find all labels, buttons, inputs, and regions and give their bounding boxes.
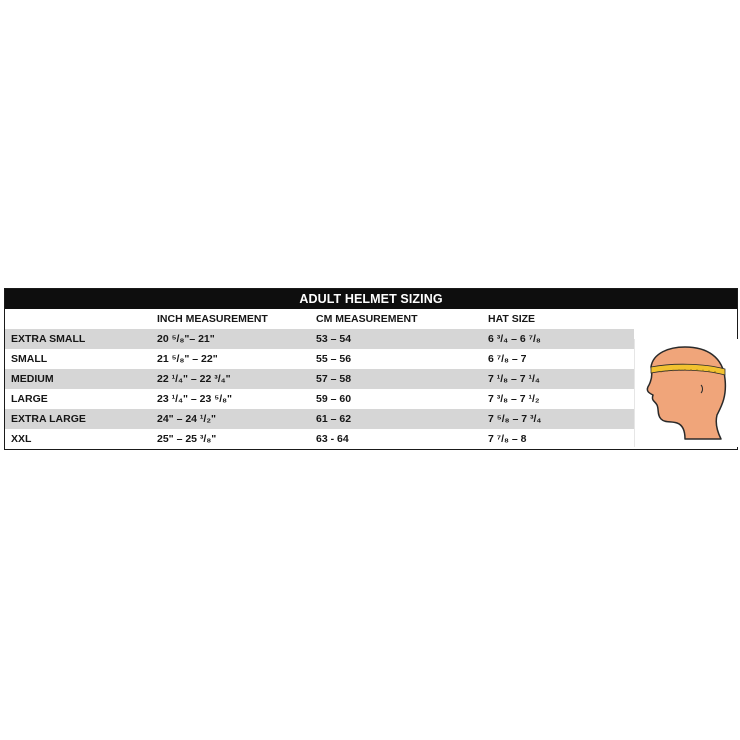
inch-value: 21 ⁵/₈" – 22" (157, 353, 218, 365)
size-label: SMALL (11, 353, 48, 365)
size-label: LARGE (11, 393, 48, 405)
cm-value: 61 – 62 (316, 413, 352, 425)
table-row (5, 369, 634, 389)
inch-value: 23 ¹/₄" – 23 ⁵/₈" (157, 393, 233, 405)
inch-value: 22 ¹/₄" – 22 ³/₄" (157, 373, 231, 385)
table-row (5, 329, 634, 349)
table-row (5, 349, 634, 369)
header-cm: CM MEASUREMENT (316, 313, 418, 325)
size-label: EXTRA SMALL (11, 333, 86, 345)
table-header-row (5, 309, 634, 329)
head-measurement-icon (641, 345, 733, 441)
table-row (5, 409, 634, 429)
table-row (5, 429, 634, 449)
helmet-sizing-chart (4, 288, 738, 450)
header-hat: HAT SIZE (488, 313, 536, 325)
hat-value: 7 ¹/₈ – 7 ¹/₄ (488, 373, 540, 385)
hat-value: 7 ⁷/₈ – 8 (488, 433, 527, 445)
inch-value: 25" – 25 ³/₈" (157, 433, 217, 445)
hat-value: 7 ³/₈ – 7 ¹/₂ (488, 393, 540, 405)
hat-value: 6 ⁷/₈ – 7 (488, 353, 527, 365)
chart-title: ADULT HELMET SIZING (5, 289, 737, 309)
inch-value: 24" – 24 ¹/₂" (157, 413, 216, 425)
head-illustration-panel (634, 339, 739, 447)
cm-value: 57 – 58 (316, 373, 352, 385)
hat-value: 7 ⁵/₈ – 7 ³/₄ (488, 413, 542, 425)
size-label: EXTRA LARGE (11, 413, 86, 425)
cm-value: 53 – 54 (316, 333, 352, 345)
inch-value: 20 ⁵/₈"– 21" (157, 333, 215, 345)
header-inch: INCH MEASUREMENT (157, 313, 268, 325)
size-label: MEDIUM (11, 373, 54, 385)
cm-value: 59 – 60 (316, 393, 352, 405)
cm-value: 63 - 64 (316, 433, 349, 445)
table-row (5, 389, 634, 409)
size-label: XXL (11, 433, 32, 445)
hat-value: 6 ³/₄ – 6 ⁷/₈ (488, 333, 541, 345)
cm-value: 55 – 56 (316, 353, 352, 365)
sizing-table (5, 309, 634, 449)
